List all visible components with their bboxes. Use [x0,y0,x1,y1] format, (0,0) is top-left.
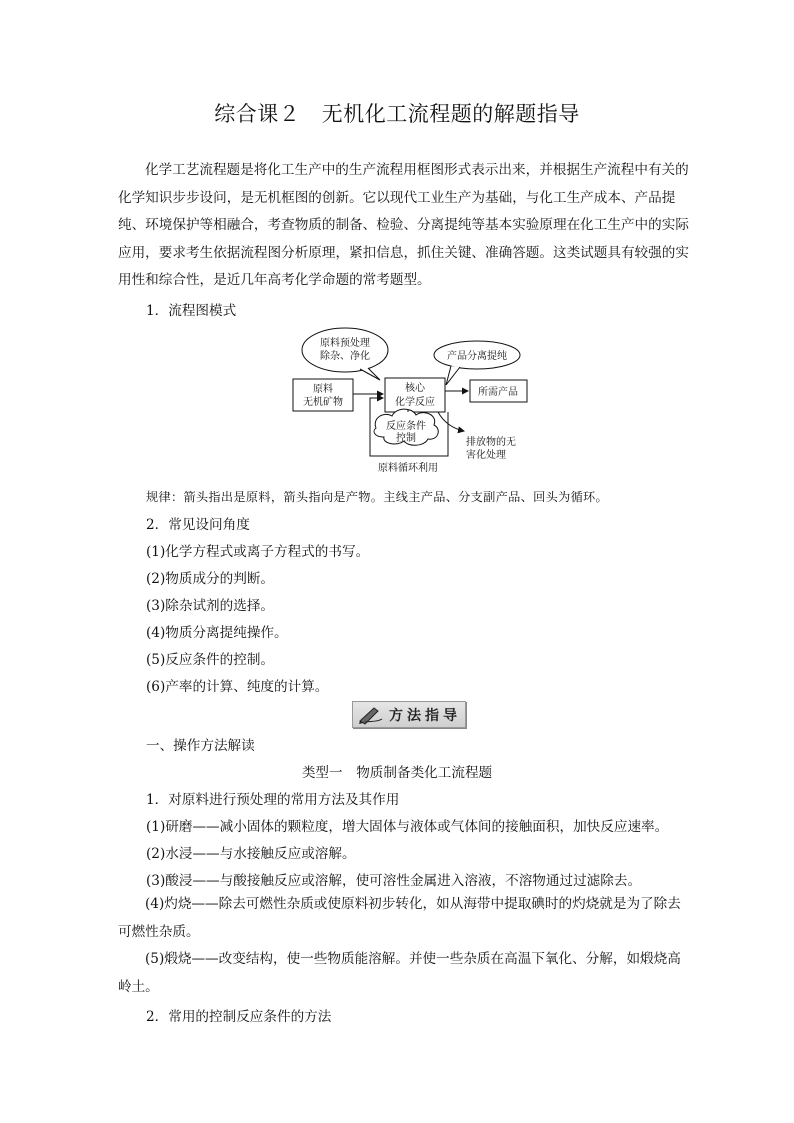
control-label-1: 反应条件 [386,421,426,432]
control-heading: 2．常用的控制反应条件的方法 [146,1009,332,1025]
raw-label-2: 无机矿物 [303,397,343,408]
angle-item-3: (3)除杂试剂的选择。 [146,598,275,614]
section-heading-flow-model: 1．流程图模式 [146,303,237,319]
pretreat-label-2: 除杂、净化 [320,351,370,362]
method-item-5: (5)煅烧——改变结构，使一些物质能溶解。并使一些杂质在高温下氧化、分解，如煅烧高岭土。 [118,951,681,995]
recycle-label: 原料循环利用 [378,463,438,474]
separate-bubble-tail [446,366,460,385]
banner-label: 方法指导 [389,707,461,724]
arrow-emission [438,412,464,431]
emission-label-1: 排放物的无 [466,437,516,448]
core-label-2: 化学反应 [395,397,435,408]
pretreat-bubble [302,328,388,372]
page-title: 综合课２ 无机化工流程题的解题指导 [214,102,580,126]
method-item-1: (1)研磨——减小固体的颗粒度，增大固体与液体或气体间的接触面积，加快反应速率。 [146,819,669,835]
method-guide-banner [352,701,466,728]
method-item-4: (4)灼烧——除去可燃性杂质或使原料初步转化，如从海带中提取碘时的灼烧就是为了除去可燃性杂质。 [118,896,681,940]
intro-paragraph: 化学工艺流程题是将化工生产中的生产流程用框图形式表示出来，并根据生产流程中有关的化学知识步步设问，是无机框图的创新。它以现代工业生产为基础，与化工生产成本、产品提纯、环境保护等相融合，考查物质的制备、检验、分离提纯等基本实验原理在化工生产中的实际应用，要求考生依据流程图分析原理，紧扣信息，抓住关键、准确答题。这类试题具有较强的实用性和综合性，是近几年高考化学命题的常考题型。 [118,162,689,288]
pretreat-bubble-tail [360,368,380,380]
method-item-2: (2)水浸——与水接触反应或溶解。 [146,846,356,862]
pen-icon [357,705,383,725]
control-label-2: 控制 [396,433,416,444]
raw-label-1: 原料 [313,384,333,395]
pretreat-heading: 1．对原料进行预处理的常用方法及其作用 [146,792,400,808]
core-label-1: 核心 [405,383,425,394]
part-heading-methods: 一、操作方法解读 [146,738,255,754]
angle-item-4: (4)物质分离提纯操作。 [146,625,288,641]
emission-label-2: 害化处理 [466,450,506,461]
angle-item-1: (1)化学方程式或离子方程式的书写。 [146,544,370,560]
angle-item-2: (2)物质成分的判断。 [146,571,275,587]
method-item-3: (3)酸浸——与酸接触反应或溶解，使可溶性金属进入溶液，不溶物通过过滤除去。 [146,873,642,889]
angle-item-6: (6)产率的计算、纯度的计算。 [146,679,329,695]
flow-diagram [288,325,533,477]
product-label: 所需产品 [478,387,518,398]
rule-note: 规律：箭头指出是原料，箭头指向是产物。主线主产品、分支副产品、回头为循环。 [146,490,609,504]
section-heading-angles: 2．常见设问角度 [146,517,250,533]
separate-label: 产品分离提纯 [447,351,507,362]
angle-item-5: (5)反应条件的控制。 [146,652,275,668]
pretreat-label-1: 原料预处理 [320,338,370,349]
type-heading: 类型一 物质制备类化工流程题 [301,765,493,781]
